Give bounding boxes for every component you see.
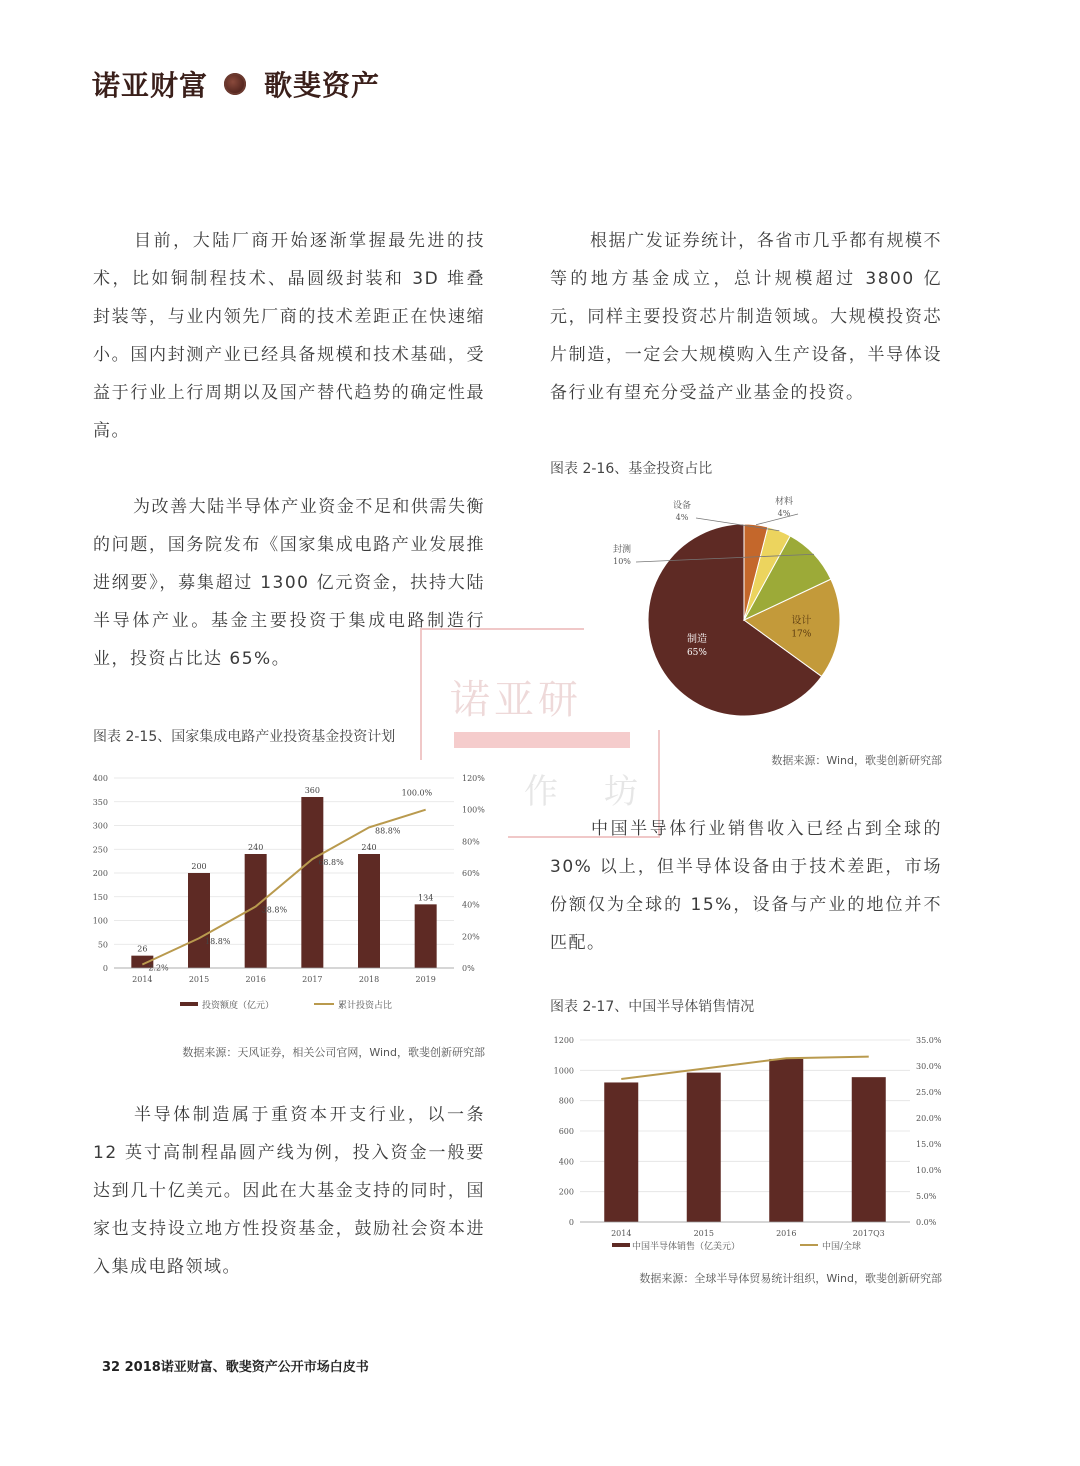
y-tick-left: 1000 <box>553 1066 574 1076</box>
pie-label-value: 17% <box>791 629 812 640</box>
x-tick-label: 2016 <box>245 975 266 984</box>
y-tick-left: 150 <box>92 892 108 902</box>
y-tick-left: 0 <box>102 964 108 973</box>
bar <box>769 1059 803 1222</box>
pie-label-name: 设备 <box>672 501 692 511</box>
line-value-label: 18.8% <box>205 937 231 947</box>
chart-caption-2-17: 图表 2-17、中国半导体销售情况 <box>550 999 755 1015</box>
bar <box>301 797 323 968</box>
y-tick-right: 30.0% <box>916 1062 942 1071</box>
pie-label-name: 封测 <box>612 545 632 555</box>
line-value-label: 88.8% <box>375 826 401 836</box>
y-tick-left: 250 <box>92 845 108 855</box>
x-tick-label: 2014 <box>132 975 153 984</box>
bar <box>852 1077 886 1222</box>
pie-label-name: 制造 <box>686 633 707 645</box>
bar-value-label: 240 <box>361 843 377 852</box>
y-tick-left: 400 <box>558 1157 574 1167</box>
y-tick-right: 100% <box>462 805 485 815</box>
line-value-label: 38.8% <box>261 905 288 915</box>
y-tick-left: 200 <box>558 1187 574 1197</box>
seal-icon <box>224 73 246 95</box>
pie-label-value: 4% <box>777 509 791 518</box>
y-tick-left: 200 <box>92 869 108 878</box>
chart-caption-2-15: 图表 2-15、国家集成电路产业投资基金投资计划 <box>93 729 396 745</box>
bar <box>358 854 380 968</box>
y-tick-left: 600 <box>558 1127 574 1136</box>
pie-label-value: 10% <box>613 557 631 566</box>
y-tick-right: 0.0% <box>916 1218 937 1227</box>
y-tick-right: 20.0% <box>916 1114 942 1123</box>
brand-noah: 诺亚财富 <box>92 69 209 102</box>
y-tick-left: 1200 <box>553 1036 574 1045</box>
x-tick-label: 2014 <box>611 1229 632 1238</box>
pie-label-value: 65% <box>686 647 707 658</box>
y-tick-left: 50 <box>97 940 108 950</box>
legend-label-bar: 投资额度（亿元） <box>202 1001 275 1011</box>
legend-label-line: 中国/全球 <box>822 1242 862 1252</box>
x-tick-label: 2019 <box>415 975 436 984</box>
x-tick-label: 2018 <box>358 975 380 984</box>
y-tick-left: 800 <box>558 1096 574 1106</box>
left-paragraph-3: 半导体制造属于重资本开支行业，以一条 12 英寸高制程晶圆产线为例，投入资金一般要达到几十亿美元。因此在大基金支持的同时，国家也支持设立地方性投资基金，鼓励社会资本进入集成电路领域。 <box>93 1105 485 1277</box>
x-tick-label: 2015 <box>188 975 210 984</box>
pie-label-value: 4% <box>675 513 689 522</box>
bar-value-label: 240 <box>248 843 264 852</box>
right-paragraph-1: 根据广发证券统计，各省市几乎都有规模不等的地方基金成立，总计规模超过 3800 亿元，同样主要投资芯片制造领域。大规模投资芯片制造，一定会大规模购入生产设备，半导体设备行业有望充分受益产业基金的投资。 <box>550 231 942 403</box>
y-tick-right: 10.0% <box>916 1166 942 1175</box>
bar-value-label: 134 <box>418 893 434 903</box>
x-tick-label: 2017 <box>302 975 323 984</box>
source-2-15: 数据来源：天风证券，相关公司官网，Wind，歌斐创新研究部 <box>182 1046 485 1059</box>
y-tick-right: 0% <box>462 964 475 973</box>
source-2-16: 数据来源：Wind，歌斐创新研究部 <box>771 754 942 767</box>
y-tick-left: 350 <box>92 797 108 807</box>
x-tick-label: 2016 <box>776 1229 797 1238</box>
bar-value-label: 26 <box>137 944 148 954</box>
page-footer: 32 2018诺亚财富、歌斐资产公开市场白皮书 <box>102 1360 369 1375</box>
pie-label-name: 材料 <box>774 497 794 507</box>
legend-label-bar: 中国半导体销售（亿美元） <box>632 1242 741 1252</box>
legend-label-line: 累计投资占比 <box>338 1001 393 1011</box>
legend-swatch-bar <box>612 1243 630 1247</box>
fund-allocation-pie <box>590 486 870 726</box>
bar-value-label: 200 <box>191 862 207 871</box>
left-paragraph-1: 目前，大陆厂商开始逐渐掌握最先进的技术，比如铜制程技术、晶圆级封装和 3D 堆叠封装等，与业内领先厂商的技术差距正在快速缩小。国内封测产业已经具备规模和技术基础，受益于行业上行周期以及国产替代趋势的确定性最高。 <box>93 231 485 441</box>
bar <box>604 1082 638 1222</box>
pie-label-name: 设计 <box>791 615 812 627</box>
y-tick-right: 60% <box>462 869 480 878</box>
line-value-label: 100.0% <box>401 788 433 798</box>
x-tick-label: 2015 <box>693 1229 714 1238</box>
y-tick-left: 400 <box>92 774 108 783</box>
y-tick-right: 35.0% <box>916 1036 942 1045</box>
bar-value-label: 360 <box>304 786 320 795</box>
y-tick-right: 20% <box>462 932 480 942</box>
y-tick-right: 80% <box>462 837 480 847</box>
y-tick-right: 40% <box>462 900 480 910</box>
y-tick-right: 15.0% <box>916 1140 942 1149</box>
bar <box>687 1073 721 1222</box>
source-2-17: 数据来源：全球半导体贸易统计组织，Wind，歌斐创新研究部 <box>639 1272 942 1285</box>
line-value-label: 2.2% <box>148 963 169 973</box>
page-header <box>92 64 380 104</box>
watermark-line2: 作 坊 <box>524 772 644 812</box>
brand-gopher: 歌斐资产 <box>264 69 381 102</box>
y-tick-right: 120% <box>462 774 485 783</box>
y-tick-left: 0 <box>568 1218 574 1227</box>
legend-swatch-bar <box>180 1002 198 1006</box>
chart-caption-2-16: 图表 2-16、基金投资占比 <box>550 461 713 477</box>
line-value-label: 68.8% <box>318 858 344 868</box>
left-paragraph-2: 为改善大陆半导体产业资金不足和供需失衡的问题，国务院发布《国家集成电路产业发展推进纲要》，募集超过 1300 亿元资金，扶持大陆半导体产业。基金主要投资于集成电路制造行业，投资占比达 65%。 <box>93 497 485 669</box>
y-tick-left: 100 <box>92 916 108 926</box>
china-semiconductor-sales-chart <box>546 1032 946 1254</box>
bar <box>415 904 437 968</box>
right-paragraph-2: 中国半导体行业销售收入已经占到全球的 30% 以上，但半导体设备由于技术差距，市场份额仅为全球的 15%，设备与产业的地位并不匹配。 <box>550 819 942 953</box>
watermark-bar <box>454 732 630 748</box>
x-tick-label: 2017Q3 <box>852 1229 885 1238</box>
line-series <box>621 1057 869 1079</box>
bar <box>188 873 210 968</box>
y-tick-left: 300 <box>92 821 108 831</box>
watermark-line1: 诺亚研 <box>450 677 582 723</box>
investment-plan-chart <box>88 768 488 1020</box>
y-tick-right: 5.0% <box>916 1192 937 1201</box>
y-tick-right: 25.0% <box>916 1088 942 1097</box>
